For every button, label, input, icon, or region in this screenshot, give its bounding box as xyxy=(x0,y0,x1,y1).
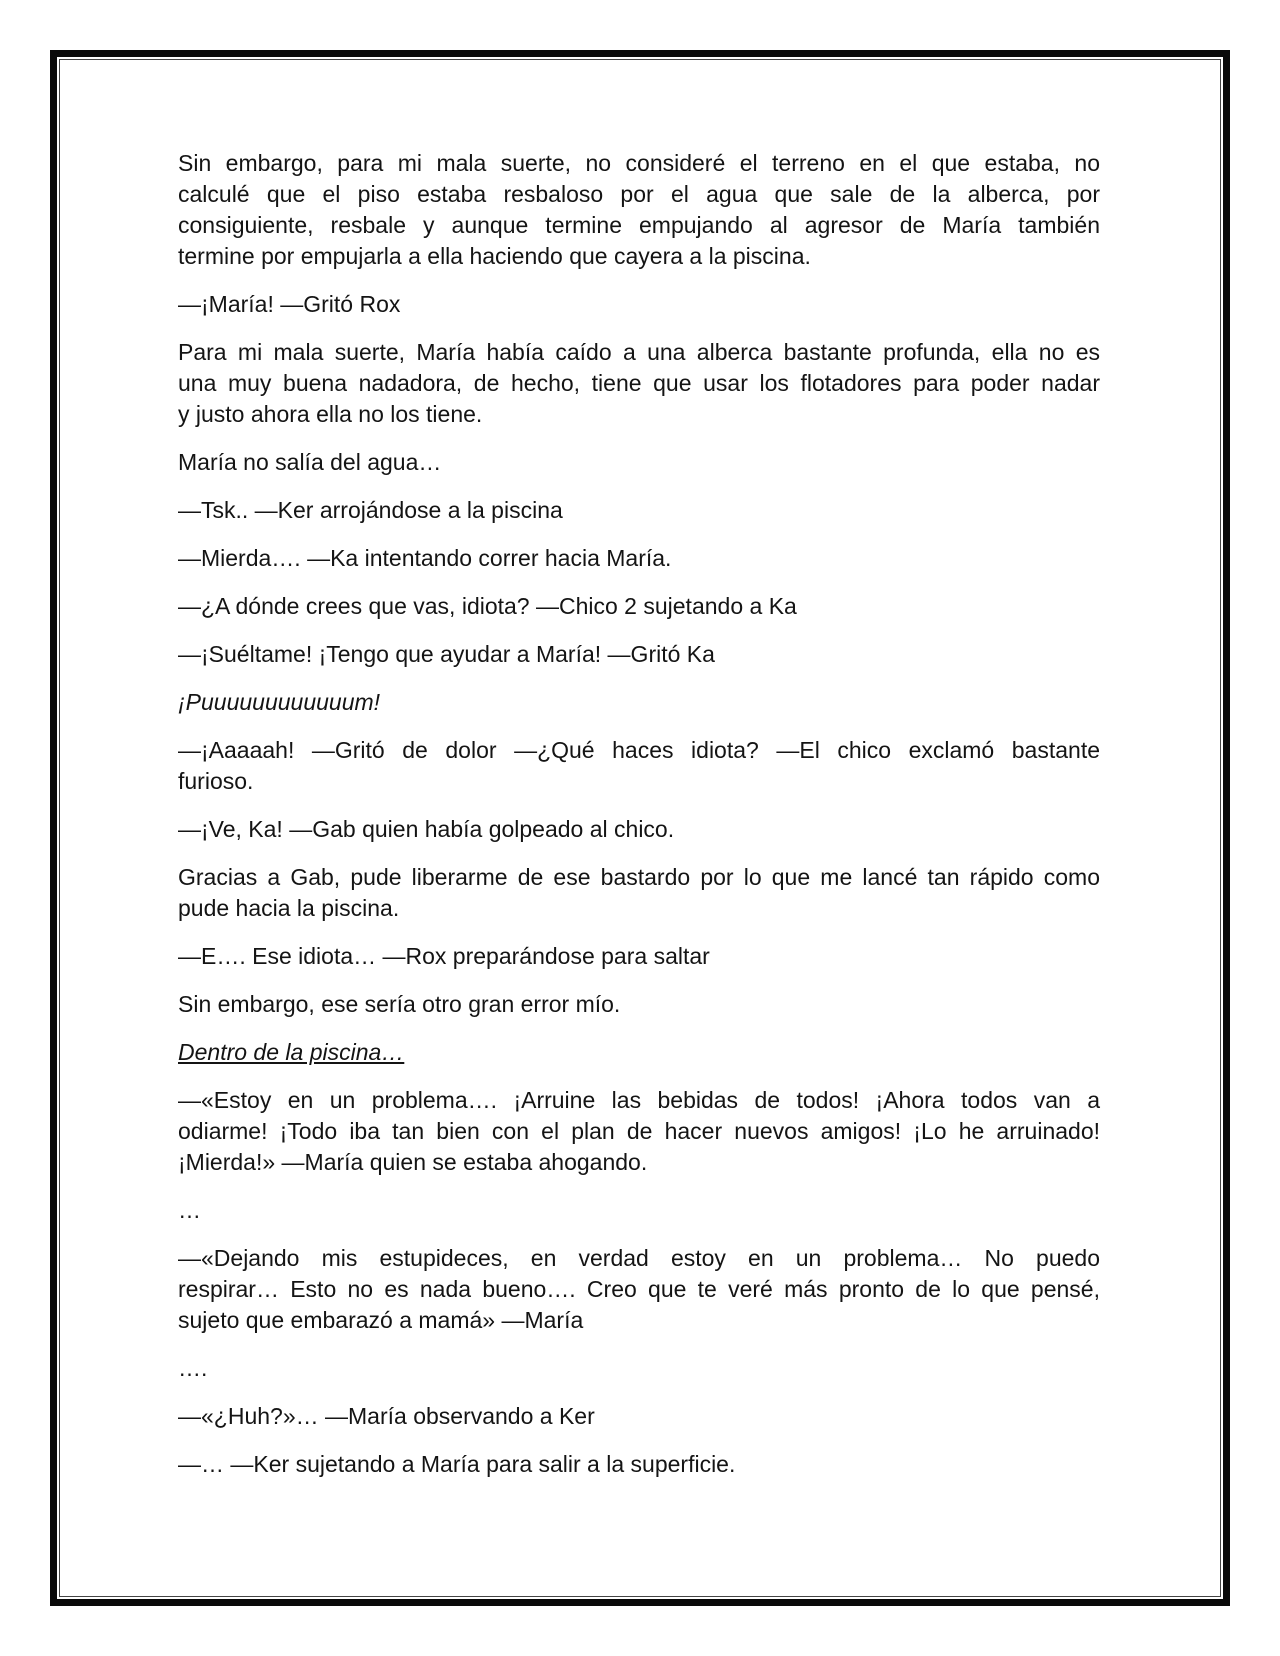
paragraph xyxy=(178,148,1100,272)
paragraph xyxy=(178,639,1100,670)
text-line: ¡Mierda!» —María quien se estaba ahogando. xyxy=(178,1149,648,1175)
text-line: —¡María! —Gritó Rox xyxy=(178,291,401,317)
text-line: María no salía del agua… xyxy=(178,449,442,475)
paragraph xyxy=(178,1195,1100,1226)
text-line: … xyxy=(178,1197,201,1223)
text-line: —Mierda…. —Ka intentando correr hacia María. xyxy=(178,545,672,571)
paragraph xyxy=(178,1401,1100,1432)
text-line: furioso. xyxy=(178,768,254,794)
text-line: Para mi mala suerte, María había caído a una alberca bastante profunda, ella no es xyxy=(178,339,1100,365)
text-line: —«Dejando mis estupideces, en verdad estoy en un problema… No puedo xyxy=(178,1245,1100,1271)
text-line: —Tsk.. —Ker arrojándose a la piscina xyxy=(178,497,563,523)
text-line: —… —Ker sujetando a María para salir a la superficie. xyxy=(178,1451,736,1477)
text-line: —¡Aaaaah! —Gritó de dolor —¿Qué haces idiota? —El chico exclamó bastante xyxy=(178,737,1100,763)
document-body xyxy=(178,148,1100,1497)
paragraph xyxy=(178,543,1100,574)
text-line: …. xyxy=(178,1355,208,1381)
paragraph xyxy=(178,337,1100,430)
text-line: odiarme! ¡Todo iba tan bien con el plan de hacer nuevos amigos! ¡Lo he arruinado! xyxy=(178,1118,1100,1144)
text-line: —E…. Ese idiota… —Rox preparándose para saltar xyxy=(178,943,710,969)
text-line: y justo ahora ella no los tiene. xyxy=(178,401,483,427)
text-line: Sin embargo, para mi mala suerte, no consideré el terreno en el que estaba, no xyxy=(178,150,1100,176)
text-line: pude hacia la piscina. xyxy=(178,895,400,921)
paragraph xyxy=(178,1037,1100,1068)
text-line: —«Estoy en un problema…. ¡Arruine las bebidas de todos! ¡Ahora todos van a xyxy=(178,1087,1100,1113)
text-line: —¿A dónde crees que vas, idiota? —Chico 2 sujetando a Ka xyxy=(178,593,797,619)
paragraph xyxy=(178,814,1100,845)
paragraph xyxy=(178,447,1100,478)
paragraph xyxy=(178,735,1100,797)
paragraph xyxy=(178,1243,1100,1336)
text-line: ¡Puuuuuuuuuuuum! xyxy=(178,689,381,715)
text-line: Gracias a Gab, pude liberarme de ese bastardo por lo que me lancé tan rápido como xyxy=(178,864,1100,890)
paragraph xyxy=(178,289,1100,320)
text-line: —¡Suéltame! ¡Tengo que ayudar a María! —Gritó Ka xyxy=(178,641,715,667)
paragraph xyxy=(178,941,1100,972)
text-line: —¡Ve, Ka! —Gab quien había golpeado al chico. xyxy=(178,816,675,842)
text-line: Sin embargo, ese sería otro gran error mío. xyxy=(178,991,621,1017)
text-line: termine por empujarla a ella haciendo que cayera a la piscina. xyxy=(178,243,811,269)
paragraph xyxy=(178,1449,1100,1480)
text-line: una muy buena nadadora, de hecho, tiene que usar los flotadores para poder nadar xyxy=(178,370,1100,396)
paragraph xyxy=(178,687,1100,718)
text-line: Dentro de la piscina… xyxy=(178,1039,405,1065)
text-line: consiguiente, resbale y aunque termine empujando al agresor de María también xyxy=(178,212,1100,238)
paragraph xyxy=(178,989,1100,1020)
paragraph xyxy=(178,495,1100,526)
paragraph xyxy=(178,1353,1100,1384)
text-line: calculé que el piso estaba resbaloso por el agua que sale de la alberca, por xyxy=(178,181,1100,207)
text-line: sujeto que embarazó a mamá» —María xyxy=(178,1307,584,1333)
paragraph xyxy=(178,1085,1100,1178)
paragraph xyxy=(178,591,1100,622)
text-line: —«¿Huh?»… —María observando a Ker xyxy=(178,1403,595,1429)
paragraph xyxy=(178,862,1100,924)
text-line: respirar… Esto no es nada bueno…. Creo que te veré más pronto de lo que pensé, xyxy=(178,1276,1100,1302)
